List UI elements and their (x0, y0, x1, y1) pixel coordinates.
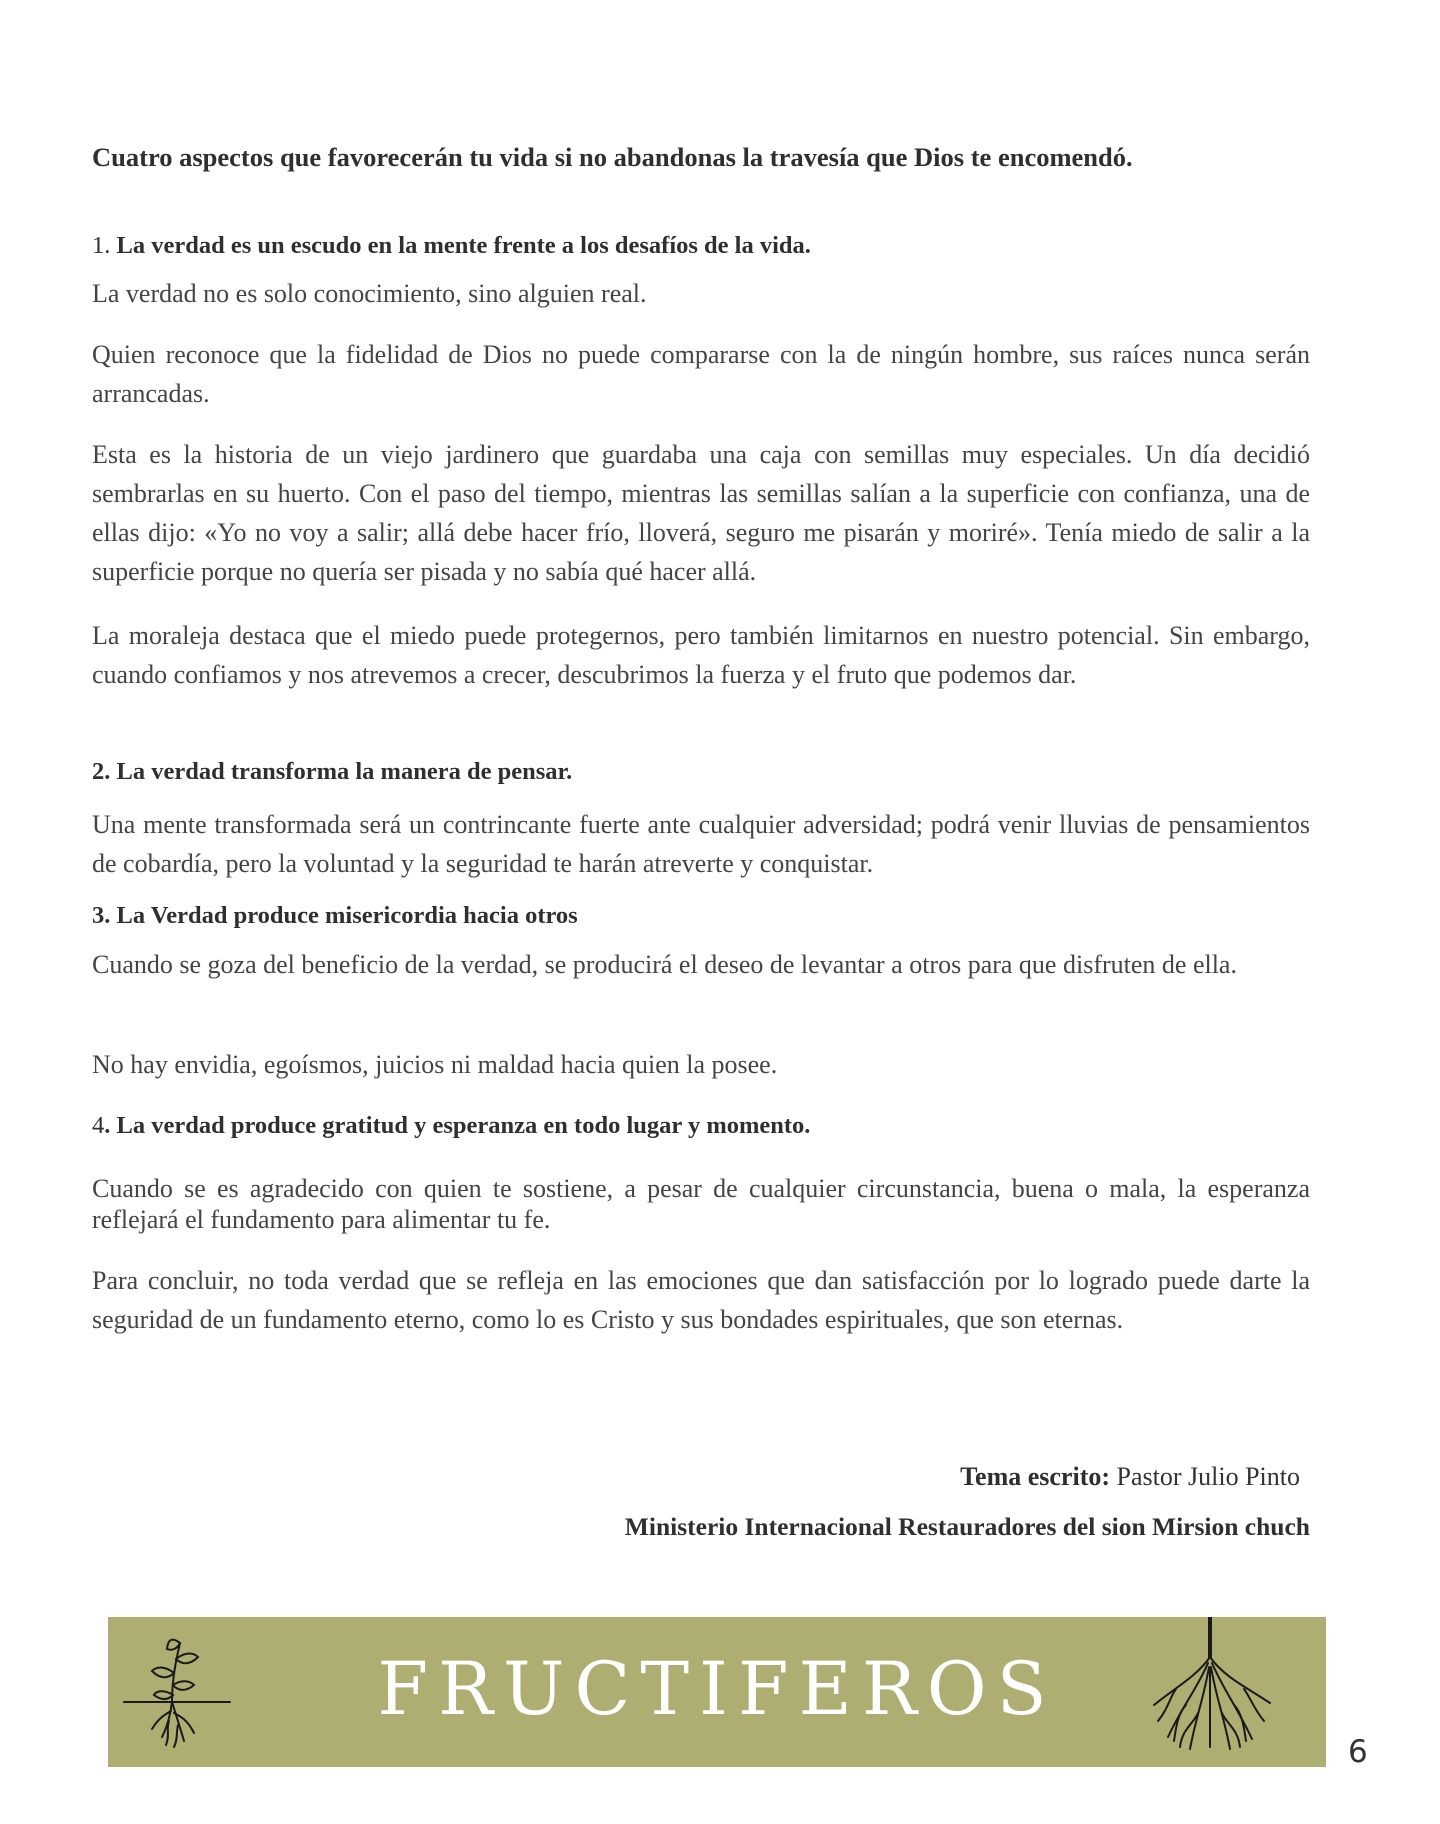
section-1-number: 1. (92, 232, 111, 259)
section-4-paragraph-1: Cuando se es agradecido con quien te sostiene, a pesar de cualquier circunstancia, buena o mala, la esperanza reflejará el fundamento para alimentar tu fe. (92, 1174, 1310, 1234)
section-1-paragraph-3: Esta es la historia de un viejo jardinero que guardaba una caja con semillas muy especiales. Un día decidió sembrarlas en su huerto. Con el paso del tiempo, mientras las semillas salían a la superficie con confianza, una de ellas dijo: «Yo no voy a salir; allá debe hacer frío, lloverá, seguro me pisarán y moriré». Tenía miedo de salir a la superficie porque no quería ser pisada y no sabía qué hacer allá. (92, 440, 1310, 586)
page-number: 6 (1348, 1734, 1368, 1770)
section-3-paragraph-1: Cuando se goza del beneficio de la verdad, se producirá el deseo de levantar a otros para que disfruten de ella. (92, 950, 1237, 979)
section-4-title-text: . La verdad produce gratitud y esperanza en todo lugar y momento. (104, 1112, 811, 1139)
footer-banner (108, 1617, 1326, 1767)
section-2-paragraph-1: Una mente transformada será un contrincante fuerte ante cualquier adversidad; podrá venir lluvias de pensamientos de cobardía, pero la voluntad y la seguridad te harán atreverte y conquistar. (92, 810, 1310, 878)
conclusion-paragraph: Para concluir, no toda verdad que se refleja en las emociones que dan satisfacción por lo logrado puede darte la seguridad de un fundamento eterno, como lo es Cristo y sus bondades espirituales, que son eternas. (92, 1266, 1310, 1334)
section-2-title: 2. La verdad transforma la manera de pensar. (92, 758, 573, 785)
section-1-title (92, 232, 811, 260)
page-heading: Cuatro aspectos que favorecerán tu vida si no abandonas la travesía que Dios te encomendó. (92, 142, 1133, 172)
author-label: Tema escrito: (960, 1462, 1111, 1491)
section-4-title (92, 1112, 810, 1140)
ministry-name: Ministerio Internacional Restauradores del sion Mirsion chuch (624, 1512, 1310, 1541)
author-line (960, 1462, 1300, 1492)
section-1-paragraph-1: La verdad no es solo conocimiento, sino alguien real. (92, 279, 647, 308)
section-3-title: 3. La Verdad produce misericordia hacia otros (92, 902, 578, 929)
section-1-paragraph-4: La moraleja destaca que el miedo puede protegernos, pero también limitarnos en nuestro potencial. Sin embargo, cuando confiamos y nos atrevemos a crecer, descubrimos la fuerza y el fruto que podemos dar. (92, 621, 1310, 689)
banner-title: FRUCTIFEROS (377, 1647, 1057, 1732)
section-1-title-text: La verdad es un escudo en la mente frente a los desafíos de la vida. (116, 232, 811, 259)
section-4-number: 4 (92, 1112, 105, 1139)
section-1-paragraph-2: Quien reconoce que la fidelidad de Dios no puede compararse con la de ningún hombre, sus raíces nunca serán arrancadas. (92, 340, 1310, 408)
author-name: Pastor Julio Pinto (1110, 1462, 1300, 1491)
roots-icon (1146, 1617, 1276, 1753)
section-3-paragraph-2: No hay envidia, egoísmos, juicios ni maldad hacia quien la posee. (92, 1050, 778, 1079)
